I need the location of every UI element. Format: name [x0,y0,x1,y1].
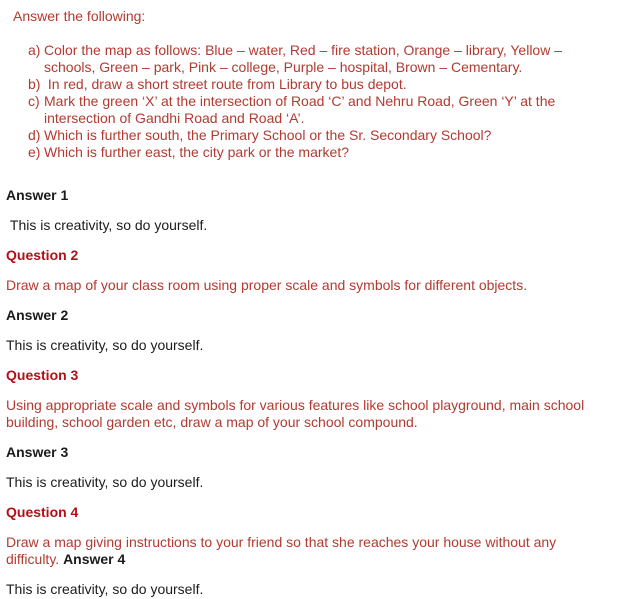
list-marker: e) [28,144,41,160]
answer-1-heading: Answer 1 [6,187,69,203]
list-item-text: Which is further south, the Primary School or the Sr. Secondary School? [44,127,492,143]
answer-3-body: This is creativity, so do yourself. [6,474,204,490]
question-4-heading: Question 4 [6,504,79,520]
answer-2-body: This is creativity, so do yourself. [6,337,204,353]
answer-3-heading: Answer 3 [6,444,69,460]
list-item-d [6,127,607,144]
list-item-c [6,93,607,127]
question-3-heading: Question 3 [6,367,79,383]
question-2-body: Draw a map of your class room using proper scale and symbols for different objects. [6,277,528,293]
answer-4-inline-heading: Answer 4 [63,551,126,567]
question-2-heading: Question 2 [6,247,79,263]
answer-2-heading: Answer 2 [6,307,69,323]
list-marker: d) [28,127,41,143]
list-marker: c) [28,93,40,109]
list-marker: b) [28,76,41,92]
list-item-a [6,42,607,76]
list-item-text: Color the map as follows: Blue – water, Red – fire station, Orange – library, Yellow – schools, Green – park, Pink – college, Purple – hospital, Brown – Cementary. [44,42,563,75]
list-item-b [6,76,607,93]
list-item-text: In red, draw a short street route from Library to bus depot. [44,76,407,92]
question-1-sublist [6,42,607,161]
list-marker: a) [28,42,41,58]
question-3-body: Using appropriate scale and symbols for various features like school playground, main school building, school garden etc, draw a map of your school compound. [6,397,585,430]
answer-4-body: This is creativity, so do yourself. [6,581,204,597]
answer-1-body: This is creativity, so do yourself. [6,217,208,233]
question-4-body: Draw a map giving instructions to your friend so that she reaches your house without any difficulty. Answer 4 [6,534,557,567]
list-item-e [6,144,607,161]
list-item-text: Mark the green ‘X’ at the intersection of Road ‘C’ and Nehru Road, Green ‘Y’ at the intersection of Gandhi Road and Road ‘A’. [44,93,556,126]
intro-line: Answer the following: [13,8,146,24]
list-item-text: Which is further east, the city park or the market? [44,144,350,160]
